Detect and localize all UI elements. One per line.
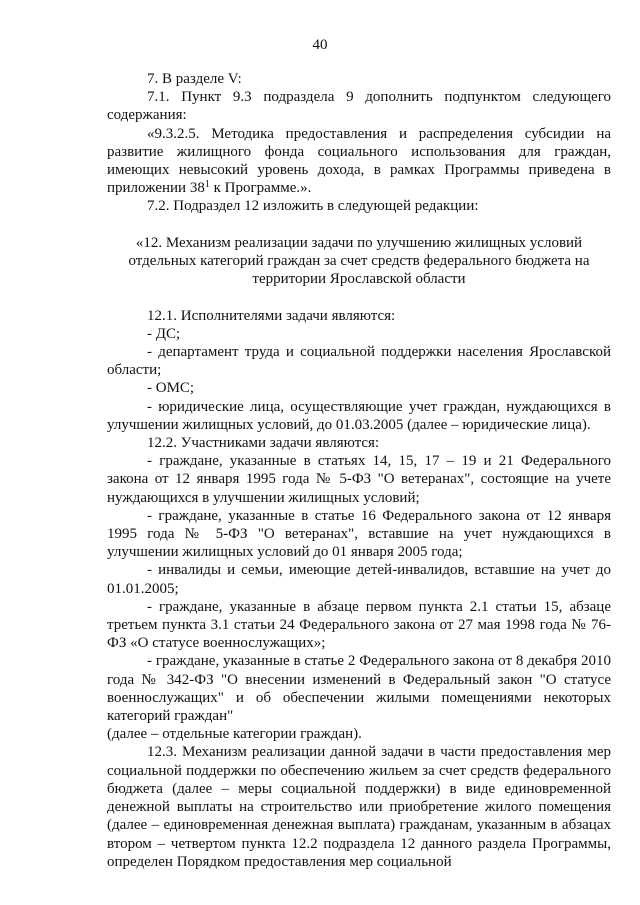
paragraph-9-3-2-5-tail: к Программе.». — [209, 180, 312, 197]
paragraph-12-2: 12.2. Участниками задачи являются: — [147, 435, 380, 452]
list-item-veterans-14-21: - граждане, указанные в статьях 14, 15, 17 – 19 и 21 Федерального закона от 12 января 1995 года № 5-ФЗ "О ветеранах", состоящие на учете нуждающихся в улучшении жилищных условий; — [107, 453, 611, 506]
page-number: 40 — [312, 37, 328, 53]
subsection-heading: «12. Механизм реализации задачи по улучшению жилищных условий отдельных категорий граждан за счет средств федерального бюджета на территории Ярославской области — [128, 234, 590, 288]
paragraph-categories-note: (далее – отдельные категории граждан). — [107, 726, 362, 743]
paragraph-7-2: 7.2. Подраздел 12 изложить в следующей редакции: — [147, 198, 479, 215]
list-item-labor-department: - департамент труда и социальной поддержки населения Ярославской области; — [107, 344, 611, 379]
paragraph-9-3-2-5-text: «9.3.2.5. Методика предоставления и распределения субсидии на развитие жилищного фонда социального использования для граждан, имеющих невысокий уровень дохода, в рамках Программы приведена в приложении 38 — [107, 125, 611, 197]
list-item-oms: - ОМС; — [147, 380, 195, 397]
paragraph-12-1: 12.1. Исполнителями задачи являются: — [147, 307, 396, 324]
list-item-legal-entities: - юридические лица, осуществляющие учет граждан, нуждающихся в улучшении жилищных условий, до 01.03.2005 (далее – юридические лица). — [107, 398, 611, 433]
document-body — [107, 70, 611, 871]
list-item-veterans-16: - граждане, указанные в статье 16 Федерального закона от 12 января 1995 года № 5-ФЗ "О ветеранах", вставшие на учет нуждающихся в улучшении жилищных условий до 01 января 2005 года; — [107, 507, 611, 561]
paragraph-12-3: 12.3. Механизм реализации данной задачи в части предоставления мер социальной поддержки по обеспечению жильем за счет средств федерального бюджета (далее – меры социальной поддержки) в виде единовременной денежной выплаты на строительство или приобретение жилого помещения (далее – единовременная денежная выплата) гражданам, указанным в абзацах втором – четвертом пункта 12.2 подраздела 12 данного раздела Программы, определен Порядком предоставления мер социальной — [107, 744, 611, 870]
list-item-ds: - ДС; — [147, 325, 181, 342]
superscript-marker: 1 — [204, 179, 210, 191]
paragraph-7-1: 7.1. Пункт 9.3 подраздела 9 дополнить подпунктом следующего содержания: — [107, 89, 611, 124]
paragraph-section-v: 7. В разделе V: — [147, 71, 242, 87]
paragraph-9-3-2-5 — [107, 125, 611, 198]
spacer — [107, 216, 611, 234]
list-item-disabled: - инвалиды и семьи, имеющие детей-инвалидов, вставшие на учет до 01.01.2005; — [107, 562, 611, 597]
list-item-military-342fz: - граждане, указанные в статье 2 Федерального закона от 8 декабря 2010 года № 342-ФЗ "О внесении изменений в Федеральный закон "О статусе военнослужащих" и об обеспечении жилыми помещениями некоторых категорий граждан" — [107, 653, 611, 725]
list-item-military-76fz: - граждане, указанные в абзаце первом пункта 2.1 статьи 15, абзаце третьем пункта 3.1 статьи 24 Федерального закона от 27 мая 1998 года № 76-ФЗ «О статусе военнослужащих»; — [107, 598, 611, 652]
spacer — [107, 288, 611, 306]
